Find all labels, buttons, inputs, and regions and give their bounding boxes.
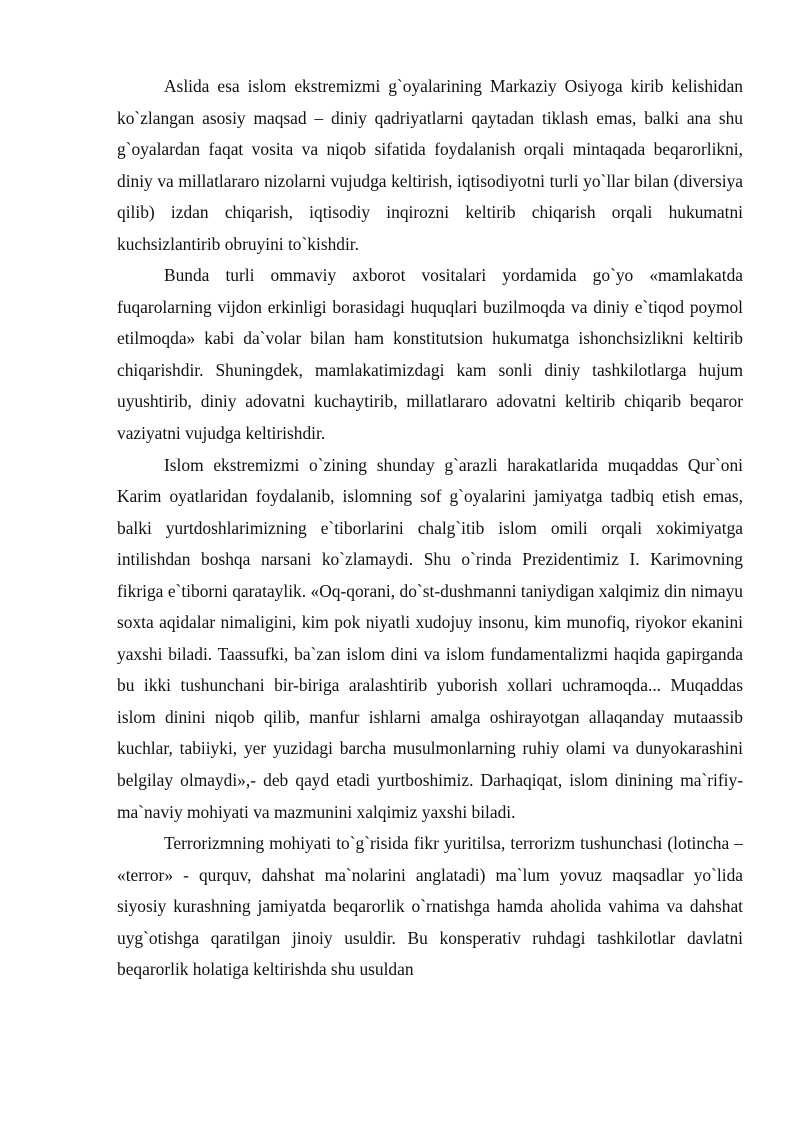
paragraph-2: Bunda turli ommaviy axborot vositalari yordamida go`yo «mamlakatda fuqarolarning vijdon erkinligi borasidagi huquqlari buzilmoqda va diniy e`tiqod poymol etilmoqda» kabi da`volar bilan ham konstitutsion hukumatga ishonchsizlikni keltirib chiqarishdir. Shuningdek, mamlakatimizdagi kam sonli diniy tashkilotlarga hujum uyushtirib, diniy adovatni kuchaytirib, millatlararo adovatni keltirib chiqarib beqaror vaziyatni vujudga keltirishdir. xyxy=(117,265,743,444)
paragraph-4: Terrorizmning mohiyati to`g`risida fikr yuritilsa, terrorizm tushunchasi (lotincha – «terror» - qurquv, dahshat ma`nolarini anglatadi) ma`lum yovuz maqsadlar yo`lida siyosiy kurashning jamiyatda beqarorlik o`rnatishga hamda aholida vahima va dahshat uyg`otishga qaratilgan jinoiy usuldir. Bu konsperativ ruhdagi tashkilotlar davlatni beqarorlik holatiga keltirishda shu usuldan xyxy=(117,833,743,980)
paragraph-3: Islom ekstremizmi o`zining shunday g`arazli harakatlarida muqaddas Qur`oni Karim oyatlaridan foydalanib, islomning sof g`oyalarini jamiyatga tadbiq etish emas, balki yurtdoshlarimizning e`tiborlarini chalg`itib islom omili orqali xokimiyatga intilishdan boshqa narsani ko`zlamaydi. Shu o`rinda Prezidentimiz I. Karimovning fikriga e`tiborni qarataylik. «Oq-qorani, do`st-dushmanni taniydigan xalqimiz din nimayu soxta aqidalar nimaligini, kim pok niyatli xudojuy insonu, kim munofiq, riyokor ekanini yaxshi biladi. Taassufki, ba`zan islom dini va islom fundamentalizmi haqida gapirganda bu ikki tushunchani bir-biriga aralashtirib yuborish xollari uchramoqda... Muqaddas islom dinini niqob qilib, manfur ishlarni amalga oshirayotgan allaqanday mutaassib kuchlar, tabiiyki, yer yuzidagi barcha musulmonlarning ruhiy olami va dunyokarashini belgilay olmaydi»,- deb qayd etadi yurtboshimiz. Darhaqiqat, islom dinining ma`rifiy-ma`naviy mohiyati va mazmunini xalqimiz yaxshi biladi. xyxy=(117,454,743,822)
document-page xyxy=(117,71,743,986)
paragraph-1: Aslida esa islom ekstremizmi g`oyalarining Markaziy Osiyoga kirib kelishidan ko`zlangan asosiy maqsad – diniy qadriyatlarni qaytadan tiklash emas, balki ana shu g`oyalardan faqat vosita va niqob sifatida foydalanish orqali mintaqada beqarorlikni, diniy va millatlararo nizolarni vujudga keltirish, iqtisodiyotni turli yo`llar bilan (diversiya qilib) izdan chiqarish, iqtisodiy inqirozni keltirib chiqarish orqali hukumatni kuchsizlantirib obruyini to`kishdir. xyxy=(117,76,743,254)
